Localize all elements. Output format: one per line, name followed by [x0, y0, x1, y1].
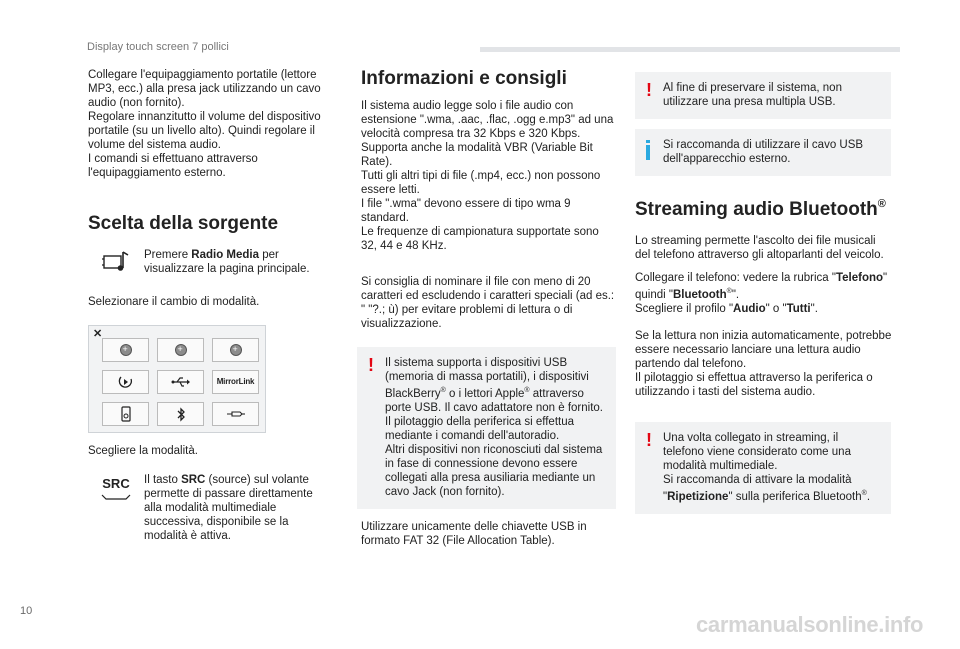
close-icon[interactable]: ✕: [93, 328, 103, 340]
mirrorlink-source-button[interactable]: [212, 370, 259, 394]
source-icon: [120, 344, 132, 356]
audio-format-text: Il sistema audio legge solo i file audio con estensione ".wma, .aac, .flac, .ogg e.mp3" ad una velocità compresa tra 32 Kbps e 320 Kbps. Supporta anche la modalità VBR (Variable Bit Rate). Tutti gli altri tipi di file (.mp4, ecc.) non possono essere letti. I file ".wma" devono essere di tipo wma 9 standard. Le frequenze di campionatura supportate sono 32, 44 e 48 KHz.: [361, 100, 614, 252]
connect-phone-text: Collegare il telefono: vedere la rubrica "Telefono" quindi "Bluetooth®". Scegliere il profilo "Audio" o "Tutti".: [635, 272, 888, 315]
media-play-icon: [118, 375, 134, 389]
warning-icon: !: [646, 80, 652, 100]
choose-mode-text: Scegliere la modalità.: [88, 445, 198, 457]
warning-note: ! Il sistema supporta i dispositivi USB (memoria di massa portatili), i dispositivi BlackBerry® o i lettori Apple® attraverso porte USB. Il cavo adattatore non è fornito. Il pilotaggio della periferica si effettua mediante i comandi dell'autoradio. Altri dispositivi non riconosciuti dal sistema in fase di connessione devono essere collegati alla presa ausiliaria mediante un cavo Jack (non fornito).: [357, 347, 616, 509]
section-heading: Informazioni e consigli: [361, 68, 567, 89]
warning-icon: !: [368, 355, 374, 375]
radio-media-instruction: [88, 248, 338, 276]
section-heading: Streaming audio Bluetooth®: [635, 198, 886, 220]
warning-note: ! Al fine di preservare il sistema, non utilizzare una presa multipla USB.: [635, 72, 891, 119]
usb-source-button[interactable]: [157, 370, 204, 394]
source-icon: [230, 344, 242, 356]
source-button[interactable]: [157, 338, 204, 362]
bluetooth-icon: [176, 407, 186, 422]
header-bar: [480, 47, 900, 52]
warning-icon: !: [646, 429, 652, 450]
section-heading: Scelta della sorgente: [88, 213, 279, 234]
usb-icon: [171, 377, 191, 387]
select-mode-text: Selezionare il cambio di modalità.: [88, 296, 260, 308]
source-button[interactable]: [102, 338, 149, 362]
usb-format-text: Utilizzare unicamente delle chiavette USB in formato FAT 32 (File Allocation Table).: [361, 520, 587, 547]
bluetooth-source-button[interactable]: [157, 402, 204, 426]
info-note: Si raccomanda di utilizzare il cavo USB dell'apparecchio esterno.: [635, 129, 891, 176]
intro-line: Collegare l'equipaggiamento portatile (lettore MP3, ecc.) alla presa jack utilizzando un cavo audio (non fornito).: [88, 69, 321, 109]
media-icon: [88, 248, 144, 274]
header-title: Display touch screen 7 pollici: [87, 41, 229, 53]
warning-note: ! Una volta collegato in streaming, il telefono viene considerato come una modalità multimediale. Si raccomanda di attivare la modalità "Ripetizione" sulla periferica Bluetooth®.: [635, 422, 891, 514]
src-instruction: [88, 473, 338, 543]
source-icon: [175, 344, 187, 356]
mirrorlink-label: MirrorLink: [216, 377, 255, 386]
column-3: [635, 72, 893, 514]
intro-text: [88, 68, 338, 180]
phone-icon: [121, 406, 131, 422]
streaming-text: Lo streaming permette l'ascolto dei file musicali del telefono attraverso gli altoparlanti del veicolo.: [635, 235, 884, 261]
filename-text: Si consiglia di nominare il file con meno di 20 caratteri ed escludendo i caratteri speciali (ad es.: " "?.; ù) per evitare problemi di lettura o di visualizzazione.: [361, 276, 615, 330]
source-button[interactable]: [212, 338, 259, 362]
column-1: [88, 68, 338, 543]
playback-text: Se la lettura non inizia automaticamente, potrebbe essere necessario lanciare una lettura audio partendo dal telefono. Il pilotaggio si effettua attraverso la periferica o utilizzando i tasti del sistema audio.: [635, 329, 892, 398]
page-header: [0, 0, 960, 56]
aux-source-button[interactable]: [212, 402, 259, 426]
source-selection-screen: [88, 325, 266, 433]
intro-line: Regolare innanzitutto il volume del dispositivo portatile (su un livello alto). Quindi regolare il volume del sistema audio.: [88, 111, 321, 151]
watermark: carmanualsonline.info: [696, 612, 924, 637]
src-button-icon: SRC: [88, 473, 144, 501]
jack-icon: [226, 409, 246, 419]
intro-line: I comandi si effettuano attraverso l'equipaggiamento esterno.: [88, 153, 258, 179]
src-text: Il tasto SRC (source) sul volante permette di passare direttamente alla modalità multimediale successiva, disponibile se la modalità è attiva.: [144, 474, 313, 542]
radio-media-text: Premere Radio Media per visualizzare la pagina principale.: [144, 249, 310, 275]
column-2: [361, 68, 617, 562]
info-icon: [646, 140, 650, 162]
phone-source-button[interactable]: [102, 402, 149, 426]
media-source-button[interactable]: [102, 370, 149, 394]
page-number: 10: [20, 605, 33, 617]
